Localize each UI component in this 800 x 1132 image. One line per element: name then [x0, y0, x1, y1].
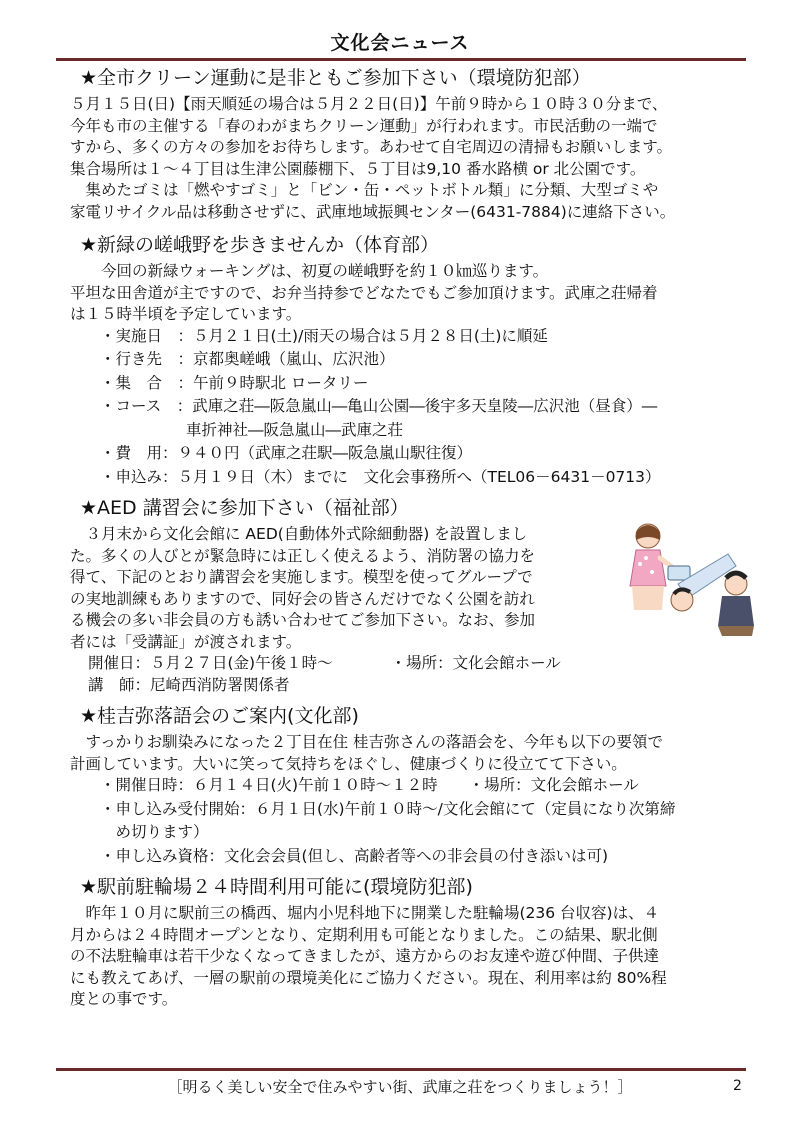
section-title: ★AED 講習会に参加下さい（福祉部）	[80, 497, 409, 519]
event-details-list	[70, 326, 750, 489]
list-item: ・申込み：５月１９日（木）までに 文化会事務所へ（TEL06－6431－0713）	[100, 467, 661, 486]
paragraph-line: 昨年１０月に駅前三の橋西、堀内小児科地下に開業した駐輪場(236 台収容)は、４	[70, 904, 660, 922]
paragraph-line: 平坦な田舎道が主ですので、お弁当持参でどなたでもご参加頂けます。武庫之荘帰着	[70, 283, 658, 302]
aed-info-row	[88, 653, 750, 675]
aed-date: 開催日：５月２７日(金)午後１時～	[88, 654, 333, 672]
list-item: 車折神社―阪急嵐山―武庫之荘	[186, 420, 404, 439]
paragraph-line: すっかりお馴染みになった２丁目在住 桂吉弥さんの落語会を、今年も以下の要領で	[70, 733, 663, 751]
list-item: ・コース ：武庫之荘―阪急嵐山―亀山公園―後宇多天皇陵―広沢池（昼食）―	[100, 397, 658, 415]
paragraph-line: 集めたゴミは「燃やすゴミ」と「ビン・缶・ペットボトル類」に分類、大型ゴミや	[70, 181, 659, 199]
section-title: ★桂吉弥落語会のご案内(文化部)	[80, 705, 359, 727]
paragraph-line: 月からは２４時間オープンとなり、定期利用も可能となりました。この結果、駅北側	[70, 925, 658, 944]
paragraph-line: 者には「受講証」が渡されます。	[70, 632, 302, 651]
footer-divider	[56, 1068, 746, 1071]
paragraph-line: は１５時半頃を予定しています。	[70, 305, 302, 323]
paragraph-line: 集合場所は１～４丁目は生津公園藤棚下、５丁目は9,10 番水路横 or 北公園です。	[70, 159, 646, 178]
list-item: ・集 合 ：午前９時駅北 ロータリー	[100, 373, 369, 392]
paragraph-line: ５月１５日(日)【雨天順延の場合は５月２２日(日)】午前９時から１０時３０分まで、	[70, 95, 668, 113]
list-item: ・開催日時：６月１４日(火)午前１０時～１２時 ・場所：文化会館ホール	[100, 776, 639, 794]
main-content	[70, 64, 750, 1017]
aed-instructor: 講 師：尼崎西消防署関係者	[88, 675, 290, 694]
paragraph-line: 度との事です。	[70, 990, 178, 1008]
aed-location: ・場所：文化会館ホール	[390, 654, 561, 672]
paragraph-line: にも教えてあげ、一層の駅前の環境美化にご協力ください。現在、利用率は約 80%程	[70, 968, 667, 987]
paragraph-line: る機会の多い非会員の方も誘い合わせてご参加下さい。なお、参加	[70, 611, 536, 629]
list-item: ・実施日 ：５月２１日(土)/雨天の場合は５月２８日(土)に順延	[100, 326, 548, 345]
aed-training-illustration	[618, 514, 758, 638]
header-divider	[56, 58, 746, 61]
paragraph-line: 得て、下記のとおり講習会を実施します。模型を使ってグループで	[70, 568, 533, 586]
paragraph-line: ３月末から文化会館に AED(自動体外式除細動器) を設置しまし	[70, 525, 528, 543]
paragraph-line: の不法駐輪車は若干少なくなってきましたが、遠方からのお友達や遊び仲間、子供達	[70, 947, 660, 965]
section-title: ★駅前駐輪場２４時間利用可能に(環境防犯部)	[80, 876, 473, 898]
list-item: ・行き先 ：京都奥嵯峨（嵐山、広沢池）	[100, 350, 395, 368]
paragraph-line: 家電リサイクル品は移動させずに、武庫地域振興センター(6431-7884)に連絡下さい。	[70, 202, 676, 221]
section-bicycle-parking	[70, 873, 750, 1011]
paragraph-line: 今回の新緑ウォーキングは、初夏の嵯峨野を約１０㎞巡ります。	[70, 262, 549, 280]
section-clean-campaign	[70, 64, 750, 223]
rakugo-details-list	[70, 775, 750, 867]
section-title: ★全市クリーン運動に是非ともご参加下さい（環境防犯部）	[80, 67, 591, 89]
section-sagano-walk	[70, 231, 750, 488]
page-number: 2	[733, 1078, 742, 1094]
paragraph-line: の実地訓練もありますので、同好会の皆さんだけでなく公園を訪れ	[70, 589, 535, 608]
section-title: ★新緑の嵯峨野を歩きませんか（体育部）	[80, 234, 440, 256]
paragraph-line: すから、多くの方々の参加をお待ちします。あわせて自宅周辺の清掃もお願いします。	[70, 138, 673, 156]
paragraph-line: 今年も市の主催する「春のわがまちクリーン運動」が行われます。市民活動の一端で	[70, 116, 658, 135]
footer-slogan: ［明るく美しい安全で住みやすい街、武庫之荘をつくりましょう！］	[167, 1078, 633, 1096]
page-title: 文化会ニュース	[330, 32, 470, 54]
paragraph-line: た。多くの人びとが緊急時には正しく使えるよう、消防署の協力を	[70, 546, 536, 565]
list-item: ・申し込み資格：文化会会員(但し、高齢者等への非会員の付き添いは可)	[100, 846, 609, 865]
section-aed-training	[70, 494, 750, 696]
list-item: ・費 用：９４０円（武庫之荘駅―阪急嵐山駅往復）	[100, 444, 473, 462]
aed-description	[70, 524, 618, 653]
list-item: め切ります）	[100, 823, 209, 841]
list-item: ・申し込み受付開始：６月１日(水)午前１０時～/文化会館にて（定員になり次第締	[100, 799, 676, 818]
section-rakugo	[70, 702, 750, 867]
paragraph-line: 計画しています。大いに笑って気持ちをほぐし、健康づくりに役立てて下さい。	[70, 754, 627, 773]
